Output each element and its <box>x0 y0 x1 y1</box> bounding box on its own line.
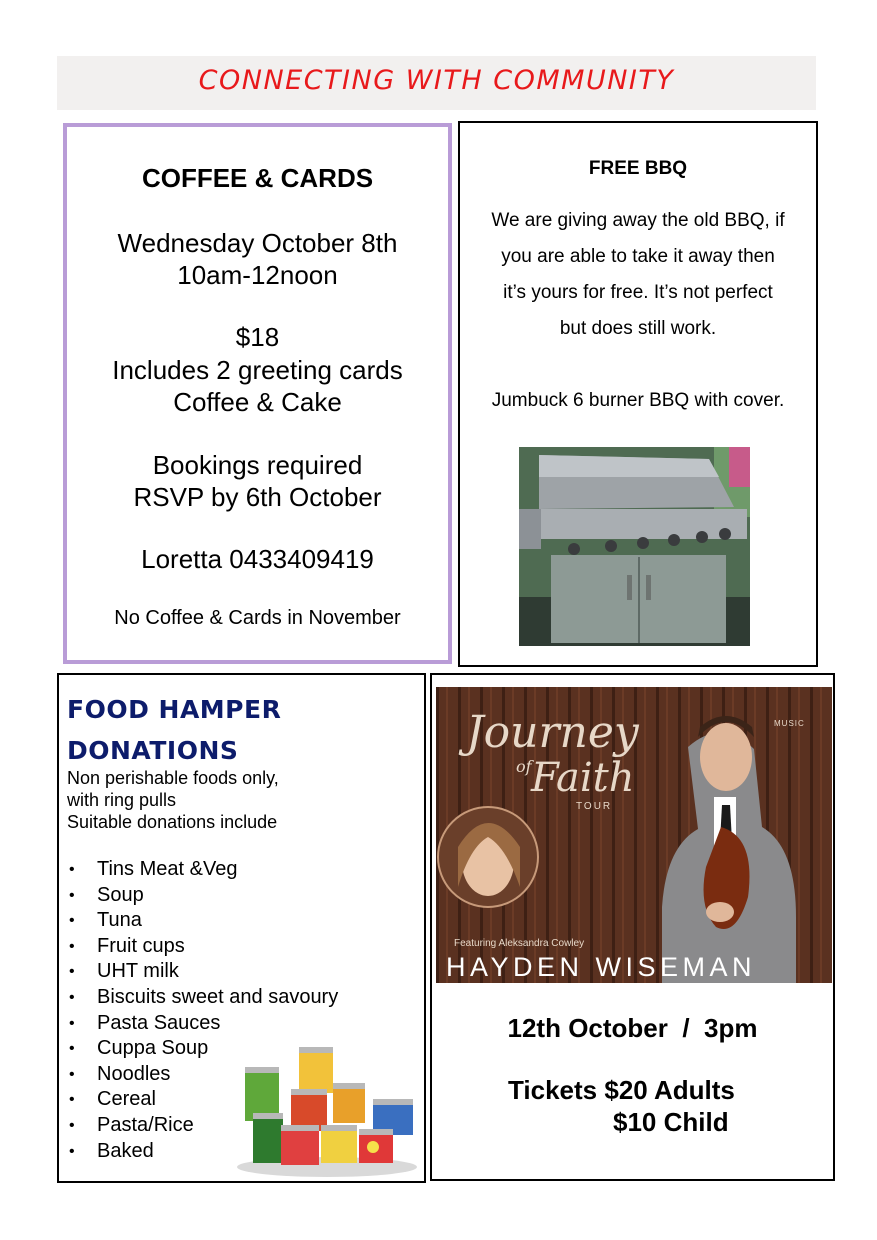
bbq-description <box>460 203 816 419</box>
list-item: • Fruit cups <box>67 934 338 960</box>
poster-script-journey: Journey <box>466 707 639 758</box>
list-item: • Tuna <box>67 908 338 934</box>
food-hamper-title <box>67 689 281 771</box>
coffee-cards-time: 10am-12noon <box>177 260 338 290</box>
concert-date-time: 12th October / 3pm <box>507 1013 758 1043</box>
poster-artist: HAYDEN WISEMAN <box>446 952 757 982</box>
list-item: • Soup <box>67 883 338 909</box>
food-intro-line: Suitable donations include <box>67 812 278 832</box>
bbq-desc-line: you are able to take it away then <box>501 246 775 267</box>
banner <box>57 56 816 110</box>
bbq-desc-line: but does still work. <box>559 318 717 339</box>
coffee-cards-title: COFFEE & CARDS <box>141 163 374 193</box>
coffee-cards-bookings: Bookings required <box>152 450 363 480</box>
coffee-cards-note: No Coffee & Cards in November <box>114 607 401 629</box>
list-item: • Biscuits sweet and savoury <box>67 985 338 1011</box>
free-bbq-panel <box>458 121 818 667</box>
list-item: • Baked <box>67 1139 338 1165</box>
bbq-photo <box>519 447 750 646</box>
food-hamper-panel <box>57 673 426 1183</box>
coffee-cards-price: $18 <box>235 322 280 352</box>
coffee-cards-panel <box>63 123 452 664</box>
poster-script-of: of <box>516 757 532 776</box>
bbq-desc-line: it’s yours for free. It’s not perfect <box>503 282 773 303</box>
bbq-model: Jumbuck 6 burner BBQ with cover. <box>491 390 785 411</box>
coffee-cards-includes-1: Includes 2 greeting cards <box>112 355 403 385</box>
list-item: • Noodles <box>67 1062 338 1088</box>
list-item: • Cuppa Soup <box>67 1036 338 1062</box>
coffee-cards-rsvp: RSVP by 6th October <box>133 482 382 512</box>
bbq-title: FREE BBQ <box>588 158 688 179</box>
list-item: • Pasta/Rice <box>67 1113 338 1139</box>
bbq-desc-line: We are giving away the old BBQ, if <box>491 210 785 231</box>
concert-poster <box>436 687 832 983</box>
poster-tour: TOUR <box>576 801 613 812</box>
food-hamper-intro <box>67 767 279 833</box>
food-hamper-title-line: FOOD HAMPER <box>67 695 282 724</box>
coffee-cards-includes-2: Coffee & Cake <box>173 387 342 417</box>
canned-food-illustration <box>233 1047 421 1179</box>
list-item: • Cereal <box>67 1087 338 1113</box>
banner-title: CONNECTING WITH COMMUNITY <box>198 65 675 96</box>
list-item: • Pasta Sauces <box>67 1011 338 1037</box>
poster-logo: MUSIC <box>774 719 805 728</box>
tickets-adults: Tickets $20 Adults <box>508 1075 735 1105</box>
food-intro-line: with ring pulls <box>67 790 177 810</box>
concert-panel <box>430 673 835 1181</box>
coffee-cards-contact: Loretta 0433409419 <box>141 544 374 574</box>
poster-featuring: Featuring Aleksandra Cowley <box>454 938 585 949</box>
poster-script-faith: Faith <box>531 755 635 801</box>
food-intro-line: Non perishable foods only, <box>67 768 279 788</box>
tickets-child: $10 Child <box>613 1107 729 1137</box>
food-hamper-title-line: DONATIONS <box>67 736 239 765</box>
list-item: • Tins Meat &Veg <box>67 857 338 883</box>
list-item: • UHT milk <box>67 959 338 985</box>
coffee-cards-date: Wednesday October 8th <box>117 228 398 258</box>
